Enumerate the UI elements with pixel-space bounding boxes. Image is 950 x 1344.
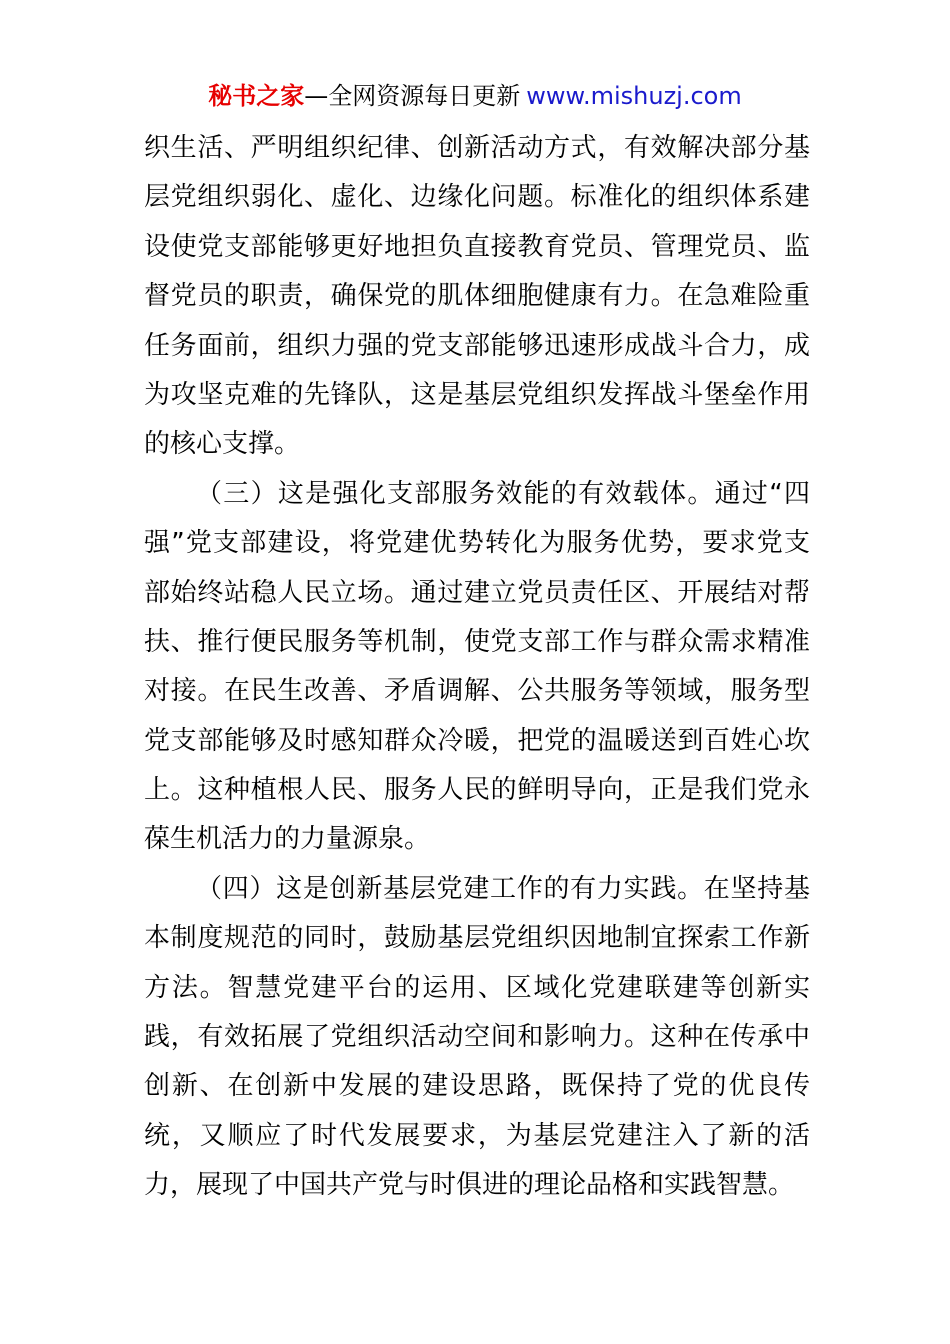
text-line: 织生活、严明组织纪律、创新活动方式，有效解决部分基 xyxy=(144,133,810,163)
text-line: （三）这是强化支部服务效能的有效载体。通过“四 xyxy=(196,478,810,509)
text-line: 践，有效拓展了党组织活动空间和影响力。这种在传承中 xyxy=(144,1022,810,1053)
text-line: 部始终站稳人民立场。通过建立党员责任区、开展结对帮 xyxy=(144,577,810,608)
text-line: 对接。在民生改善、矛盾调解、公共服务等领域，服务型 xyxy=(144,676,810,707)
text-line: 任务面前，组织力强的党支部能够迅速形成战斗合力，成 xyxy=(144,330,810,361)
text-line: 设使党支部能够更好地担负直接教育党员、管理党员、监 xyxy=(144,231,810,262)
text-line: 党支部能够及时感知群众冷暖，把党的温暖送到百姓心坎 xyxy=(144,725,810,756)
text-line: 葆生机活力的力量源泉。 xyxy=(144,824,431,855)
text-line: 上。这种植根人民、服务人民的鲜明导向，正是我们党永 xyxy=(144,775,810,806)
text-line: 扶、推行便民服务等机制，使党支部工作与群众需求精准 xyxy=(144,626,810,657)
text-line: 创新、在创新中发展的建设思路，既保持了党的优良传 xyxy=(144,1071,810,1102)
text-line: 督党员的职责，确保党的肌体细胞健康有力。在急难险重 xyxy=(144,281,810,312)
text-line: （四）这是创新基层党建工作的有力实践。在坚持基 xyxy=(196,873,810,904)
site-tagline: —全网资源每日更新 xyxy=(304,82,521,110)
text-line: 本制度规范的同时，鼓励基层党组织因地制宜探索工作新 xyxy=(144,923,810,954)
text-line: 统，又顺应了时代发展要求，为基层党建注入了新的活 xyxy=(144,1120,810,1151)
text-line: 为攻坚克难的先锋队，这是基层党组织发挥战斗堡垒作用 xyxy=(144,379,810,410)
page-header xyxy=(0,80,950,112)
site-brand: 秘书之家 xyxy=(208,82,305,110)
document-body xyxy=(144,124,810,1211)
site-url-link[interactable]: www.mishuzj.com xyxy=(526,82,742,110)
text-line: 层党组织弱化、虚化、边缘化问题。标准化的组织体系建 xyxy=(144,182,810,213)
text-line: 力，展现了中国共产党与时俱进的理论品格和实践智慧。 xyxy=(144,1170,795,1201)
text-line: 的核心支撑。 xyxy=(144,429,301,460)
text-line: 方法。智慧党建平台的运用、区域化党建联建等创新实 xyxy=(144,972,810,1003)
text-line: 强”党支部建设，将党建优势转化为服务优势，要求党支 xyxy=(144,528,810,559)
